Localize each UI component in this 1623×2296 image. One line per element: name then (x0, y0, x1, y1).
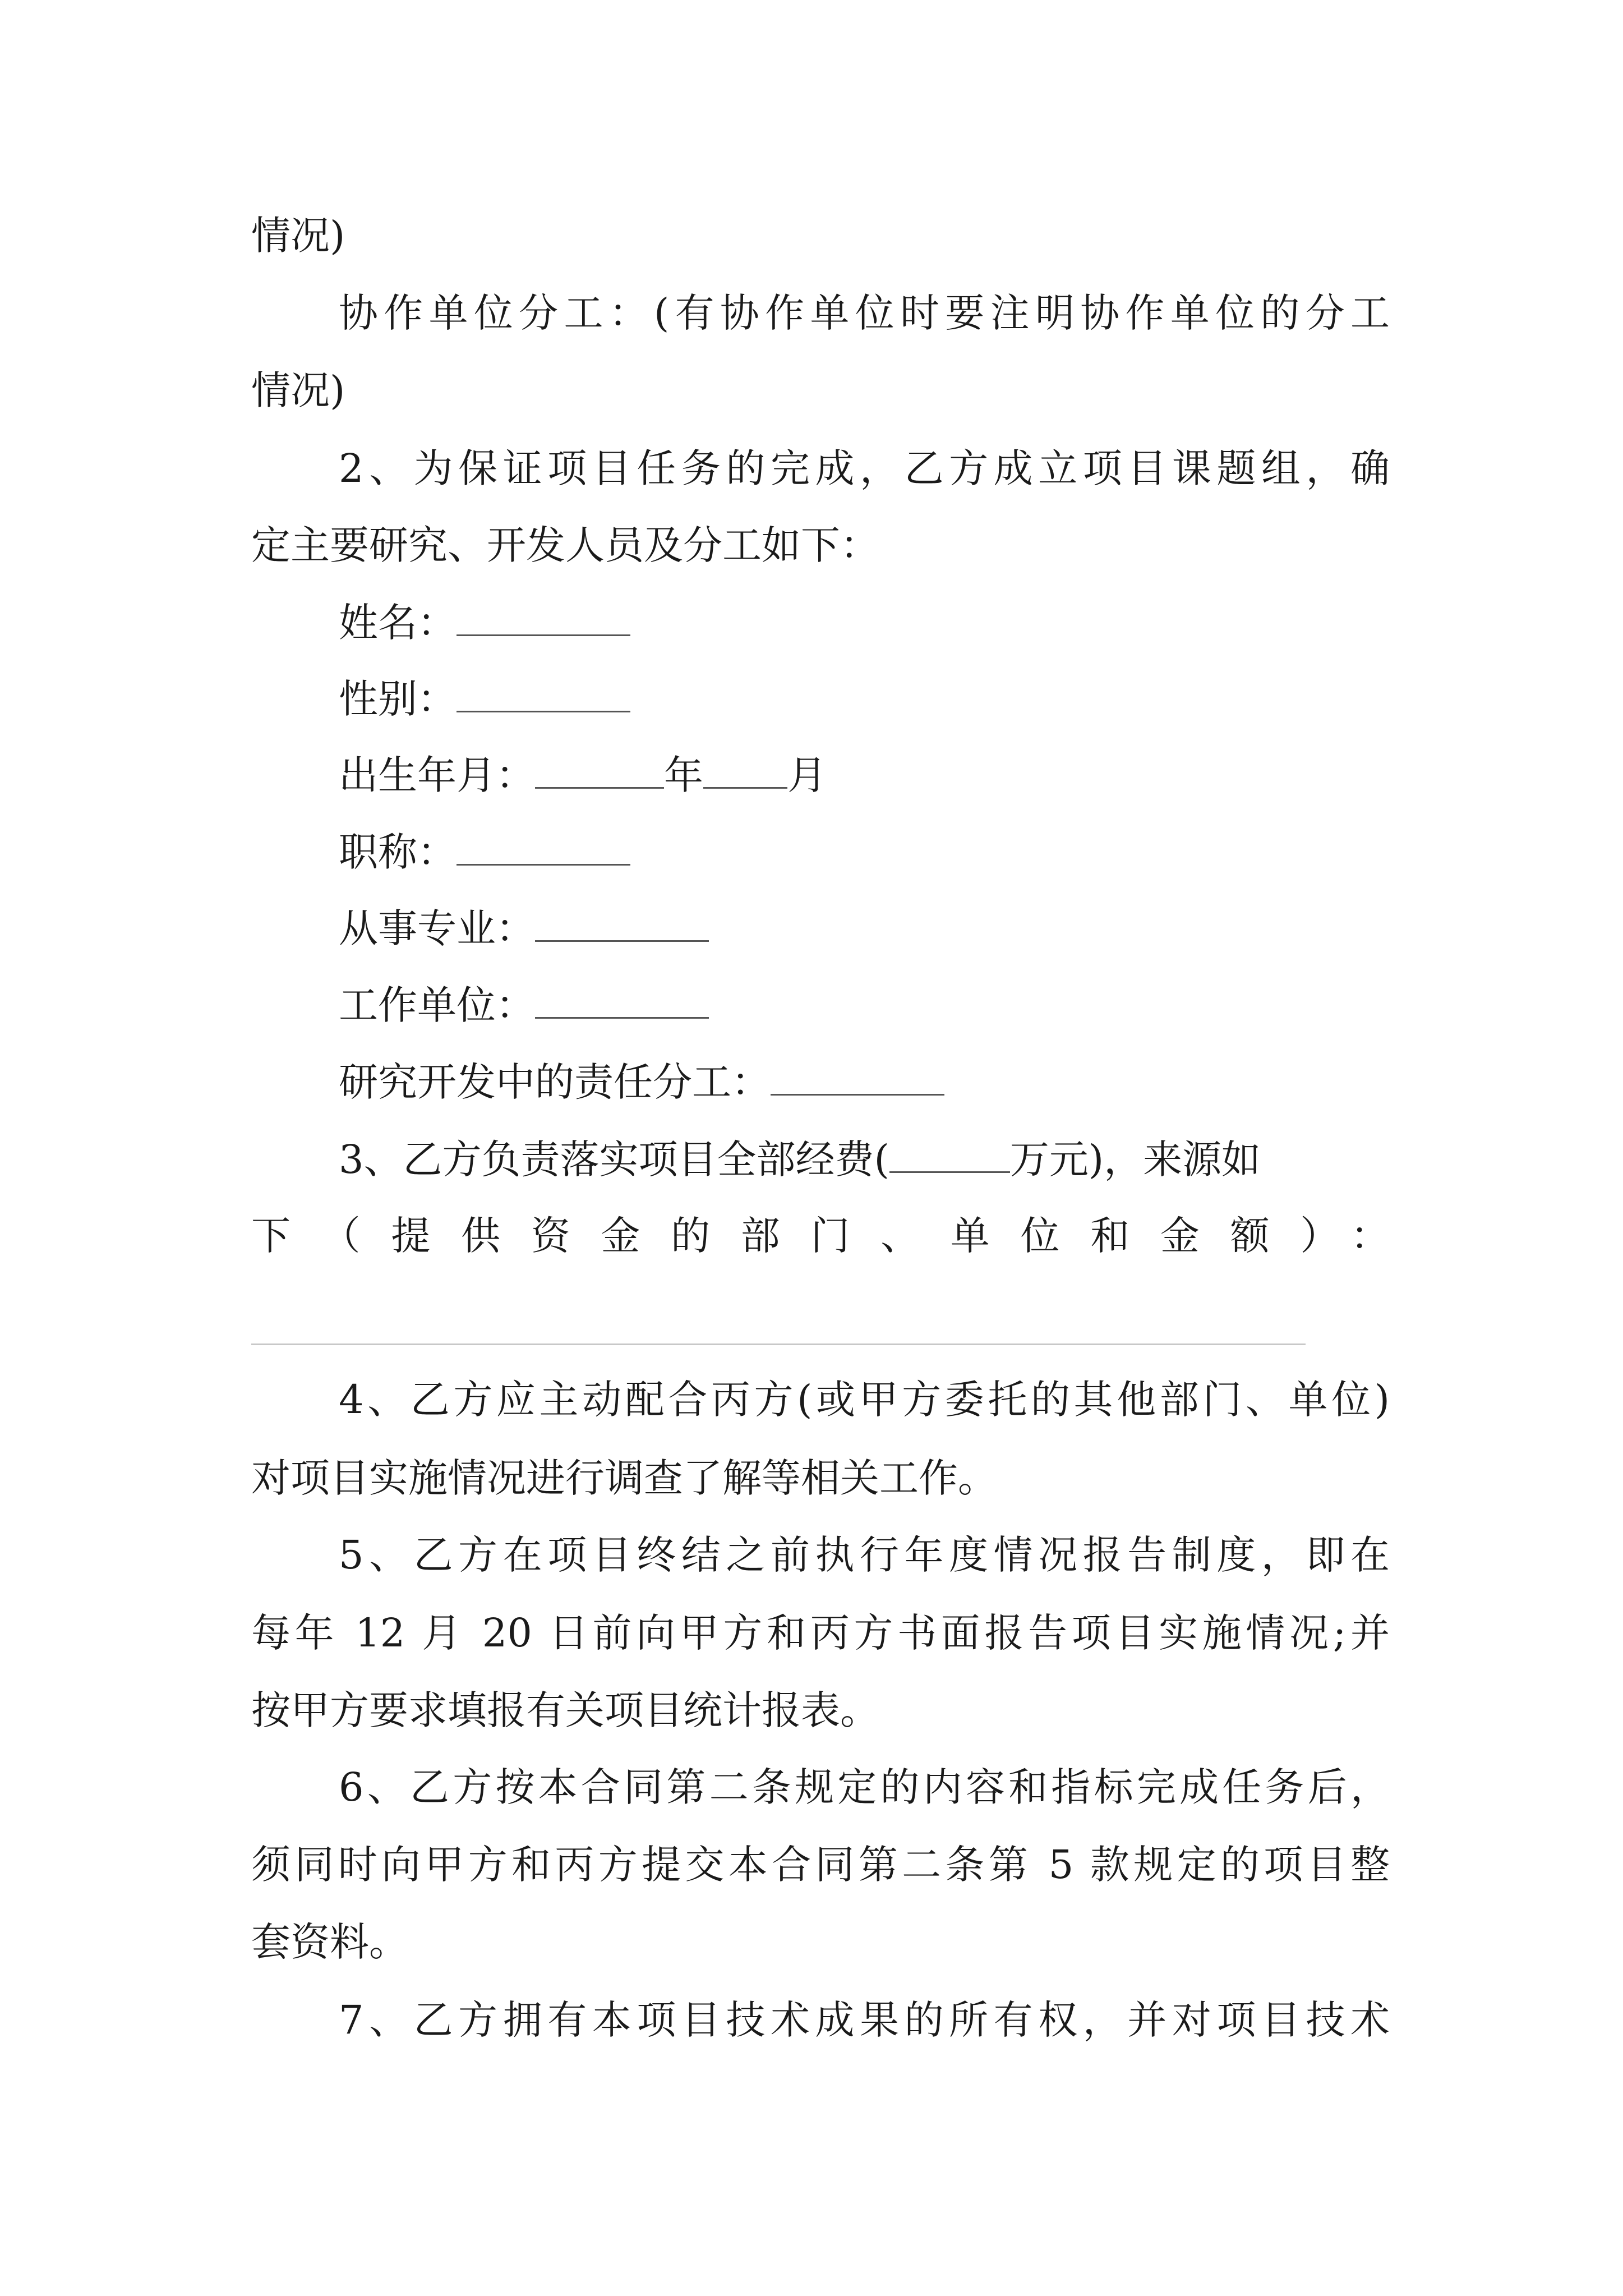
text-line: 须同时向甲方和丙方提交本合同第二条第 5 款规定的项目整 (251, 1842, 1390, 1888)
name-blank (457, 602, 630, 636)
major-label: 从事专业： (339, 905, 535, 951)
text-line: 下（提供资金的部门、单位和金额）： (251, 1213, 1390, 1259)
form-row-birth (339, 750, 1390, 800)
text-line: 协作单位分工：(有协作单位时要注明协作单位的分工 (339, 290, 1390, 336)
funding-text-post: 万元)，来源如 (1009, 1137, 1261, 1182)
duty-blank (771, 1061, 944, 1096)
birth-month-blank (703, 754, 787, 789)
duty-label: 研究开发中的责任分工： (339, 1059, 771, 1105)
text-line: 套资料。 (251, 1919, 408, 1965)
name-label: 姓名： (339, 600, 457, 646)
text-line: 对项目实施情况进行调查了解等相关工作。 (251, 1455, 997, 1501)
text-line: 7、乙方拥有本项目技术成果的所有权，并对项目技术 (339, 1997, 1390, 2043)
title-label: 职称： (339, 829, 457, 875)
text-line-funding (339, 1134, 1390, 1185)
text-line: 定主要研究、开发人员及分工如下： (251, 522, 879, 568)
birth-year-blank (535, 754, 664, 789)
text-line: 4、乙方应主动配合丙方(或甲方委托的其他部门、单位) (339, 1377, 1390, 1423)
major-blank (535, 908, 709, 942)
employer-label: 工作单位： (339, 982, 535, 1028)
title-blank (457, 831, 630, 866)
form-row-name (339, 597, 1390, 648)
employer-blank (535, 984, 709, 1019)
funding-amount-blank (889, 1139, 1010, 1173)
text-line: 每年 12 月 20 日前向甲方和丙方书面报告项目实施情况;并 (251, 1610, 1390, 1656)
text-line: 6、乙方按本合同第二条规定的内容和指标完成任务后， (339, 1764, 1390, 1810)
birth-year-unit: 年 (664, 752, 703, 798)
text-line: 情况) (251, 213, 345, 259)
form-row-major (339, 903, 1390, 954)
birth-month-unit: 月 (787, 752, 827, 798)
form-row-title (339, 827, 1390, 877)
gender-blank (457, 678, 630, 712)
text-line: 5、乙方在项目终结之前执行年度情况报告制度，即在 (339, 1532, 1390, 1578)
form-row-employer (339, 980, 1390, 1030)
form-row-duty (339, 1057, 1390, 1107)
text-line: 2、为保证项目任务的完成，乙方成立项目课题组，确 (339, 445, 1390, 491)
form-row-gender (339, 674, 1390, 724)
gender-label: 性别： (339, 676, 457, 722)
funding-source-blank-line (251, 1343, 1306, 1345)
funding-text-pre: 3、乙方负责落实项目全部经费( (339, 1137, 889, 1182)
text-line: 情况) (251, 367, 345, 413)
text-line: 按甲方要求填报有关项目统计报表。 (251, 1687, 879, 1733)
birth-label: 出生年月： (339, 752, 535, 798)
